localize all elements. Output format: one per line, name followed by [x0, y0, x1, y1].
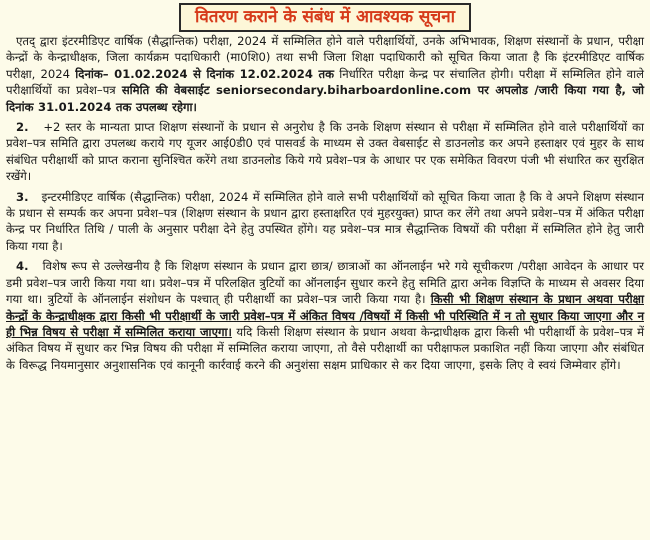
- paragraph-text: समिति की वेबसाईट seniorsecondary.biharboardonline.com पर अपलोड /जारी किया गया है, जो दिनांक 31.01.2024 तक उपलब्ध रहेगा।: [6, 83, 644, 114]
- paragraph-number: 3.: [16, 189, 29, 204]
- paragraph-text: एतद् द्वारा इंटरमीडिएट वार्षिक (सैद्धान्तिक) परीक्षा, 2024 में सम्मिलित होने वाले परीक्षार्थियों, उनके अभिभावक, शिक्षण संस्थानों के प्रधान, परीक्षा केन्द्रों के केन्द्राधीक्षक, जिला कार्यक्रम पदाधिकारी (मा0शि0) तथा सभी जिला शिक्षा पदाधिकारी को सूचित किया जाता है कि इंटरमीडिएट वार्षिक परीक्षा, 2024: [6, 34, 644, 81]
- paragraph-3: [6, 189, 644, 255]
- paragraph-text: +2 स्तर के मान्यता प्राप्त शिक्षण संस्थानों के प्रधान से अनुरोध है कि उनके शिक्षण संस्थान से परीक्षा में सम्मिलित होने वाले परीक्षार्थियों का प्रवेश–पत्र समिति द्वारा उपलब्ध कराये गए यूजर आई0डी0 एवं पासवर्ड के माध्यम से उक्त वेबसाईट से डाउनलोड कर अपने हस्ताक्षर एवं मुहर के साथ संबंधित परीक्षार्थी को प्राप्त कराना सुनिश्चित करेंगे तथा डाउनलोड किये गये प्रवेश–पत्र के आधार पर एक समेकित विवरण पंजी भी संधारित कर सुरक्षित रखेंगे।: [6, 120, 644, 184]
- paragraph-text: यदि किसी शिक्षण संस्थान के प्रधान अथवा केन्द्राधीक्षक द्वारा किसी भी परीक्षार्थी के प्रवेश–पत्र में अंकित विषय में सुधार कर भिन्न विषय की परीक्षा में सम्मिलित कराया जाएगा, तो वैसे परीक्षार्थी का परीक्षाफल प्रकाशित नहीं किया जाएगा और संबंधित के विरूद्ध नियमानुसार अनुशासनिक एवं कानूनी कार्रवाई करने की अनुशंसा सक्षम प्राधिकार से कर दिया जाएगा, इसके लिए वे स्वयं जिम्मेवार होंगे।: [6, 324, 644, 372]
- title-wrap: [6, 0, 644, 33]
- notice-title: वितरण कराने के संबंध में आवश्यक सूचना: [179, 3, 471, 32]
- paragraph-text: किसी भी शिक्षण संस्थान के प्रधान अथवा परीक्षा केन्द्रों के केन्द्राधीक्षक द्वारा किसी भी परीक्षार्थी के जारी प्रवेश–पत्र में अंकित विषय /विषयों में किसी भी परिस्थिति में न तो सुधार किया जाएगा और न ही भिन्न विषय से परीक्षा में सम्मिलित कराया जाएगा।: [6, 292, 644, 339]
- paragraph-4: [6, 258, 644, 373]
- paragraph-1: [6, 33, 644, 115]
- paragraph-number: 4.: [16, 259, 29, 274]
- paragraph-text: इन्टरमीडिएट वार्षिक (सैद्धान्तिक) परीक्षा, 2024 में सम्मिलित होने वाले सभी परीक्षार्थियों को सूचित किया जाता है कि वे अपने शिक्षण संस्थान के प्रधान से सम्पर्क कर अपना प्रवेश–पत्र (शिक्षण संस्थान के प्रधान द्वारा हस्ताक्षरित एवं मुहरयुक्त) प्राप्त कर लेंगे तथा अपने प्रवेश–पत्र में अंकित परीक्षा केन्द्र पर निर्धारित तिथि / पाली के अनुसार परीक्षा देने हेतु उपस्थित होंगे। यह प्रवेश–पत्र मात्र सैद्धान्तिक विषयों की परीक्षा में सम्मिलित होने हेतु जारी किया गया है।: [6, 189, 644, 253]
- paragraph-text: दिनांक– 01.02.2024 से दिनांक 12.02.2024 तक: [75, 66, 335, 81]
- paragraph-text: निर्धारित परीक्षा केन्द्र पर संचालित होगी। परीक्षा में सम्मिलित होने वाले परीक्षार्थियों का प्रवेश–पत्र: [6, 66, 644, 98]
- paragraph-number: 2.: [16, 120, 29, 135]
- notice-body: [6, 33, 644, 373]
- paragraph-2: [6, 119, 644, 185]
- paragraph-text: विशेष रूप से उल्लेखनीय है कि शिक्षण संस्थान के प्रधान द्वारा छात्र/ छात्राओं का ऑनलाईन भरे गये सूचीकरण /परीक्षा आवेदन के आधार पर डमी प्रवेश–पत्र जारी किया गया था। प्रवेश–पत्र में परिलक्षित त्रुटियों का ऑनलाईन सुधार करने हेतु समिति द्वारा अनेक विज्ञप्ति के माध्यम से अवसर दिया गया था। त्रुटियों के ऑनलाईन संशोधन के पश्चात् ही परीक्षार्थी का प्रवेश–पत्र जारी किया गया है।: [6, 259, 644, 307]
